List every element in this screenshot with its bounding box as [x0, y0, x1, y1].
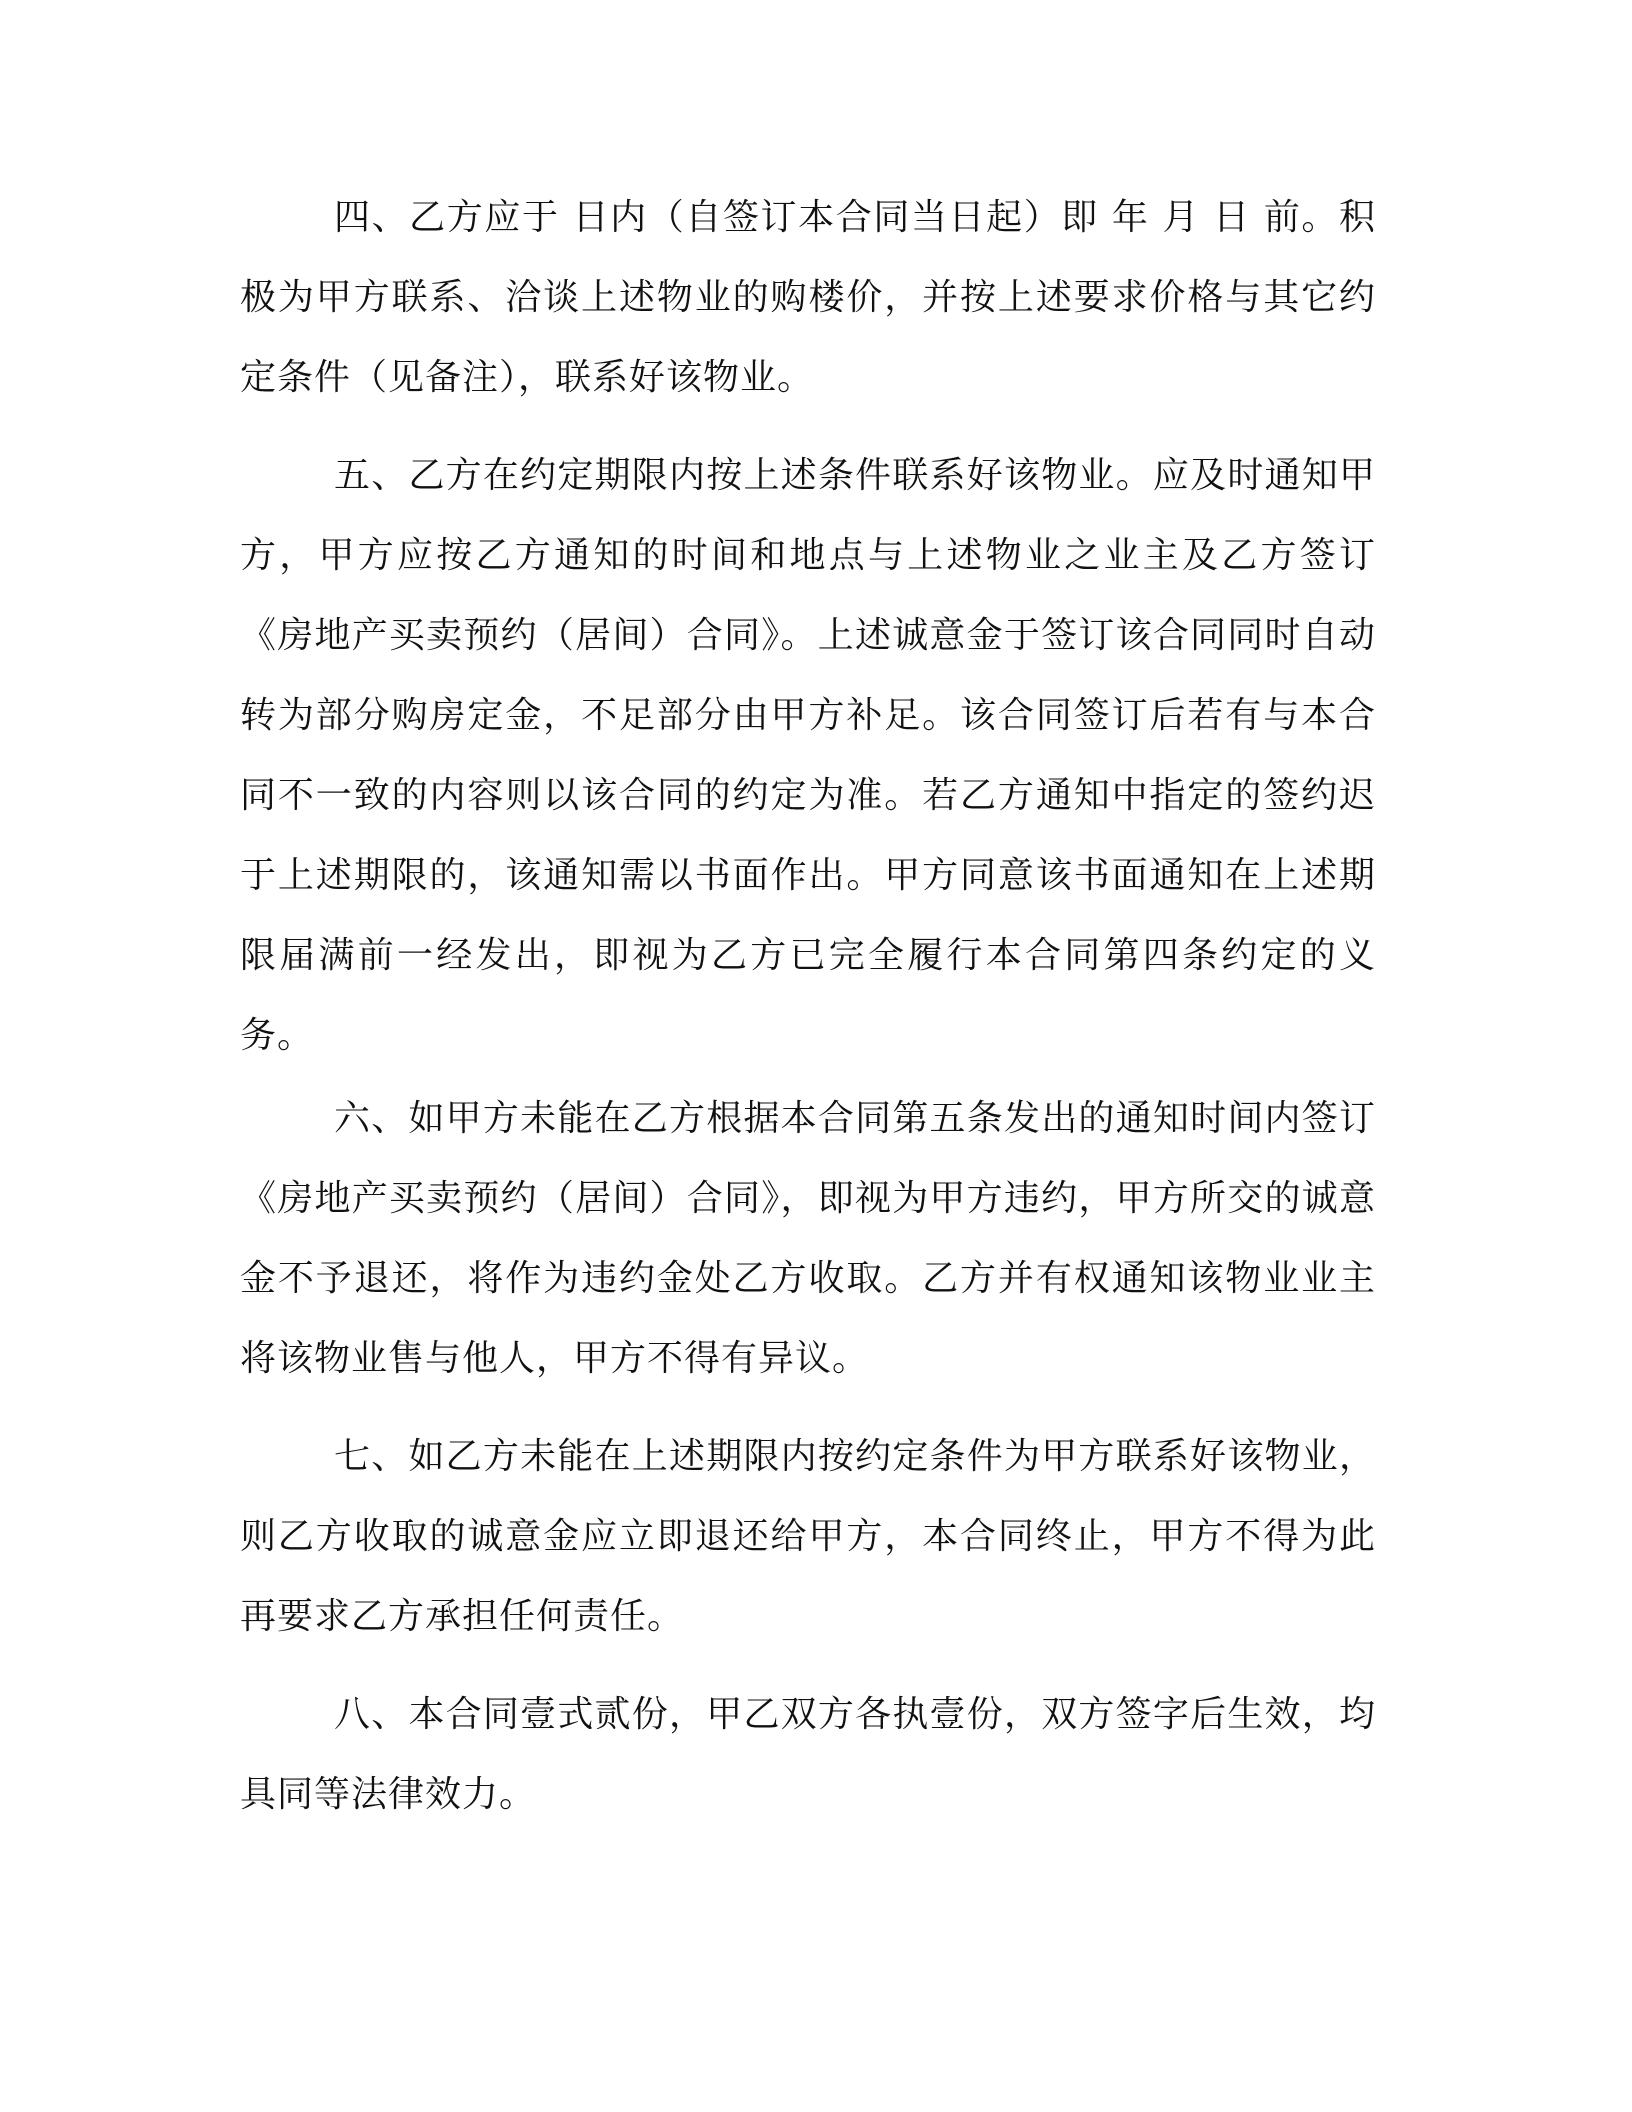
clause-5-paragraph: 五、乙方在约定期限内按上述条件联系好该物业。应及时通知甲方，甲方应按乙方通知的时间和地点与上述物业之业主及乙方签订《房地产买卖预约（居间）合同》。上述诚意金于签订该合同同时自动转为部分购房定金，不足部分由甲方补足。该合同签订后若有与本合同不一致的内容则以该合同的约定为准。若乙方通知中指定的签约迟于上述期限的，该通知需以书面作出。甲方同意该书面通知在上述期限届满前一经发出，即视为乙方已完全履行本合同第四条约定的义务。 — [240, 455, 1376, 1056]
clause-8-paragraph: 八、本合同壹式贰份，甲乙双方各执壹份，双方签字后生效，均具同等法律效力。 — [240, 1694, 1376, 1815]
clause-7-paragraph: 七、如乙方未能在上述期限内按约定条件为甲方联系好该物业，则乙方收取的诚意金应立即退还给甲方，本合同终止，甲方不得为此再要求乙方承担任何责任。 — [240, 1436, 1376, 1637]
clause-4-paragraph: 四、乙方应于 日内（自签订本合同当日起）即 年 月 日 前。积极为甲方联系、洽谈上述物业的购楼价，并按上述要求价格与其它约定条件（见备注），联系好该物业。 — [240, 197, 1376, 398]
clause-6-paragraph: 六、如甲方未能在乙方根据本合同第五条发出的通知时间内签订《房地产买卖预约（居间）合同》，即视为甲方违约，甲方所交的诚意金不予退还，将作为违约金处乙方收取。乙方并有权通知该物业业主将该物业售与他人，甲方不得有异议。 — [240, 1098, 1376, 1379]
